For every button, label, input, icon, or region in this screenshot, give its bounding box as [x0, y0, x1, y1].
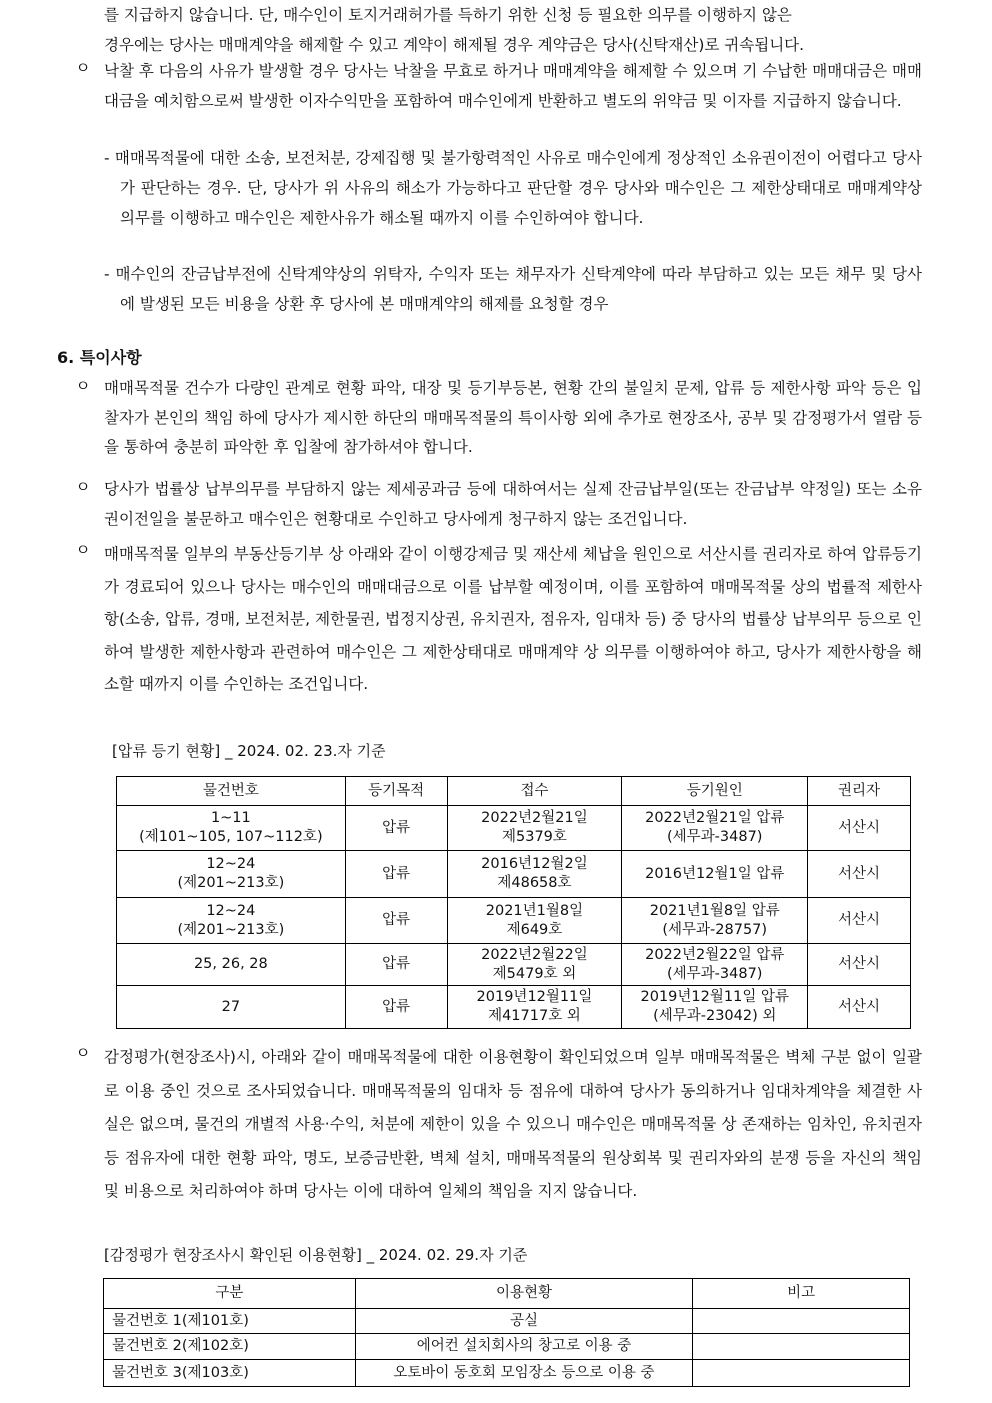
table-header-row — [117, 777, 911, 806]
purpose-cell: 압류 — [345, 851, 447, 898]
table-row — [117, 851, 911, 898]
section6-bullet-2: 당사가 법률상 납부의무를 부담하지 않는 제세공과금 등에 대하여서는 실제 잔금납부일(또는 잔금납부 약정일) 또는 소유권이전일을 불문하고 매수인은 현황대로 수인하고 당사에게 청구하지 않는 조건입니다. — [104, 480, 922, 528]
item-number-cell: 25, 26, 28 — [117, 944, 346, 986]
column-header: 등기원인 — [622, 777, 808, 806]
column-header: 권리자 — [808, 777, 911, 806]
bullet-marker: ㅇ — [75, 1044, 91, 1062]
bullet-marker: ㅇ — [75, 377, 91, 395]
note-cell — [693, 1360, 910, 1387]
column-header: 이용현황 — [355, 1279, 693, 1309]
table-row — [104, 1309, 910, 1334]
holder-cell: 서산시 — [808, 944, 911, 986]
item-number-cell: 1~11 (제101~105, 107~112호) — [117, 806, 346, 851]
top-paragraph — [104, 0, 922, 60]
table-row — [117, 944, 911, 986]
purpose-cell: 압류 — [345, 806, 447, 851]
purpose-cell: 압류 — [345, 986, 447, 1029]
column-header: 구분 — [104, 1279, 356, 1309]
cancel-sub-item-2: - 매수인의 잔금납부전에 신탁계약상의 위탁자, 수익자 또는 채무자가 신탁계약에 따라 부담하고 있는 모든 채무 및 당사에 발생된 모든 비용을 상환 후 당사에 본 매매계약의 해제를 요청할 경우 — [104, 265, 922, 313]
section6-bullet-3: 매매목적물 일부의 부동산등기부 상 아래와 같이 이행강제금 및 재산세 체납을 원인으로 서산시를 권리자로 하여 압류등기가 경료되어 있으나 당사는 매수인의 매매대금으로 이를 납부할 예정이며, 이를 포함하여 매매목적물 상의 법률적 제한사항(소송, 압류, 경매, 보전처분, 제한물권, 법정지상권, 유치권자, 점유자, 임대차 등) 중 당사의 법률상 납부의무 등으로 인하여 발생한 제한사항과 관련하여 매수인은 그 제한상태대로 매매계약 상 의무를 이행하여야 하고, 당사가 제한사항을 해소할 때까지 이를 수인하는 조건입니다. — [104, 545, 922, 693]
usage-status-cell: 에어컨 설치회사의 창고로 이용 중 — [355, 1334, 693, 1360]
cause-cell: 2016년12월1일 압류 — [622, 851, 808, 898]
purpose-cell: 압류 — [345, 944, 447, 986]
cause-cell: 2019년12월11일 압류 (세무과-23042) 외 — [622, 986, 808, 1029]
cause-cell: 2022년2월22일 압류 (세무과-3487) — [622, 944, 808, 986]
receipt-cell: 2019년12월11일 제41717호 외 — [447, 986, 622, 1029]
table-row — [104, 1334, 910, 1360]
cancel-sub-item-1: - 매매목적물에 대한 소송, 보전처분, 강제집행 및 불가항력적인 사유로 매수인에게 정상적인 소유권이전이 어렵다고 당사가 판단하는 경우. 단, 당사가 위 사유의 해소가 가능하다고 판단할 경우 당사와 매수인은 그 제한상태대로 매매계약상 의무를 이행하고 매수인은 제한사유가 해소될 때까지 이를 수인하여야 합니다. — [104, 149, 922, 227]
column-header: 비고 — [693, 1279, 910, 1309]
receipt-cell: 2021년1월8일 제649호 — [447, 898, 622, 944]
cause-cell: 2022년2월21일 압류 (세무과-3487) — [622, 806, 808, 851]
top-paragraph-line-2: 경우에는 당사는 매매계약을 해제할 수 있고 계약이 해제될 경우 계약금은 당사(신탁재산)로 귀속됩니다. — [104, 36, 805, 54]
top-paragraph-line-1: 를 지급하지 않습니다. 단, 매수인이 토지거래허가를 득하기 위한 신청 등 필요한 의무를 이행하지 않은 — [104, 6, 792, 24]
column-header: 물건번호 — [117, 777, 346, 806]
holder-cell: 서산시 — [808, 986, 911, 1029]
bullet-marker: ㅇ — [75, 478, 91, 496]
holder-cell: 서산시 — [808, 898, 911, 944]
holder-cell: 서산시 — [808, 851, 911, 898]
item-cell: 물건번호 3(제103호) — [104, 1360, 356, 1387]
receipt-cell: 2022년2월21일 제5379호 — [447, 806, 622, 851]
purpose-cell: 압류 — [345, 898, 447, 944]
usage-status-cell: 오토바이 동호회 모임장소 등으로 이용 중 — [355, 1360, 693, 1387]
seizure-table-caption: [압류 등기 현황] _ 2024. 02. 23.자 기준 — [112, 742, 386, 760]
column-header: 등기목적 — [345, 777, 447, 806]
table-row — [117, 986, 911, 1029]
section6-bullet-1: 매매목적물 건수가 다량인 관계로 현황 파악, 대장 및 등기부등본, 현황 간의 불일치 문제, 압류 등 제한사항 파악 등은 입찰자가 본인의 책임 하에 당사가 제시한 하단의 매매목적물의 특이사항 외에 추가로 현장조사, 공부 및 감정평가서 열람 등을 통하여 충분히 파악한 후 입찰에 참가하셔야 합니다. — [104, 379, 922, 456]
section6-bullet-4: 감정평가(현장조사)시, 아래와 같이 매매목적물에 대한 이용현황이 확인되었으며 일부 매매목적물은 벽체 구분 없이 일괄로 이용 중인 것으로 조사되었습니다. 매매목적물의 임대차 등 점유에 대하여 당사가 동의하거나 임대차계약을 체결한 사실은 없으며, 물건의 개별적 사용·수익, 처분에 제한이 있을 수 있으니 매수인은 매매목적물 상 존재하는 임차인, 유치권자 등 점유자에 대한 현황 파악, 명도, 보증금반환, 벽체 설치, 매매목적물의 원상회복 및 권리자와의 분쟁 등을 자신의 책임 및 비용으로 처리하여야 하며 당사는 이에 대하여 일체의 책임을 지지 않습니다. — [104, 1048, 922, 1200]
item-cell: 물건번호 1(제101호) — [104, 1309, 356, 1334]
table-header-row — [104, 1279, 910, 1309]
table-row — [117, 898, 911, 944]
item-number-cell: 12~24 (제201~213호) — [117, 898, 346, 944]
section-heading: 6. 특이사항 — [57, 348, 142, 367]
item-cell: 물건번호 2(제102호) — [104, 1334, 356, 1360]
seizure-table — [116, 776, 911, 1029]
holder-cell: 서산시 — [808, 806, 911, 851]
cancel-bullet-text: 낙찰 후 다음의 사유가 발생할 경우 당사는 낙찰을 무효로 하거나 매매계약을 해제할 수 있으며 기 수납한 매매대금은 매매대금을 예치함으로써 발생한 이자수익만을 포함하여 매수인에게 반환하고 별도의 위약금 및 이자를 지급하지 않습니다. — [104, 62, 922, 110]
receipt-cell: 2016년12월2일 제48658호 — [447, 851, 622, 898]
note-cell — [693, 1309, 910, 1334]
usage-status-cell: 공실 — [355, 1309, 693, 1334]
note-cell — [693, 1334, 910, 1360]
table-row — [104, 1360, 910, 1387]
receipt-cell: 2022년2월22일 제5479호 외 — [447, 944, 622, 986]
item-number-cell: 12~24 (제201~213호) — [117, 851, 346, 898]
bullet-marker: ㅇ — [75, 59, 91, 77]
item-number-cell: 27 — [117, 986, 346, 1029]
table-row — [117, 806, 911, 851]
usage-table-caption: [감정평가 현장조사시 확인된 이용현황] _ 2024. 02. 29.자 기준 — [104, 1246, 528, 1264]
cause-cell: 2021년1월8일 압류 (세무과-28757) — [622, 898, 808, 944]
bullet-marker: ㅇ — [75, 541, 91, 559]
column-header: 접수 — [447, 777, 622, 806]
usage-table — [103, 1278, 910, 1387]
